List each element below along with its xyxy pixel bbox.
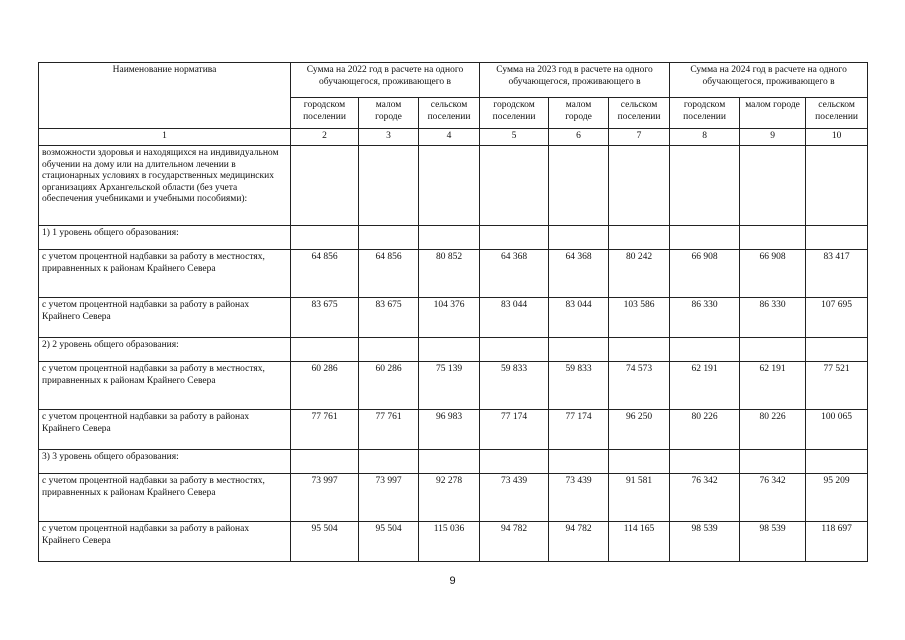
value-cell: 77 174 bbox=[549, 410, 609, 450]
value-cell: 77 521 bbox=[806, 362, 868, 410]
value-cell: 83 675 bbox=[291, 298, 359, 338]
value-cell: 60 286 bbox=[359, 362, 419, 410]
value-cell: 74 573 bbox=[609, 362, 670, 410]
value-cell bbox=[359, 450, 419, 474]
value-cell: 80 852 bbox=[419, 250, 480, 298]
value-cell: 59 833 bbox=[480, 362, 549, 410]
value-cell: 114 165 bbox=[609, 522, 670, 562]
value-cell: 62 191 bbox=[670, 362, 740, 410]
column-number-row bbox=[39, 129, 868, 146]
rural-settlement-header-2023: сельском поселении bbox=[609, 98, 670, 129]
year-2023-header: Сумма на 2023 год в расчете на одного обучающегося, проживающего в bbox=[480, 63, 670, 98]
value-cell bbox=[549, 226, 609, 250]
table-row bbox=[39, 410, 868, 450]
value-cell: 60 286 bbox=[291, 362, 359, 410]
value-cell: 92 278 bbox=[419, 474, 480, 522]
small-town-header-2023: малом городе bbox=[549, 98, 609, 129]
value-cell bbox=[740, 146, 806, 226]
value-cell bbox=[419, 146, 480, 226]
value-cell: 86 330 bbox=[740, 298, 806, 338]
value-cell bbox=[291, 450, 359, 474]
value-cell bbox=[609, 450, 670, 474]
small-town-header-2022: малом городе bbox=[359, 98, 419, 129]
normative-name: с учетом процентной надбавки за работу в местностях, приравненных к районам Крайнего Севера bbox=[39, 474, 291, 522]
value-cell bbox=[359, 226, 419, 250]
normative-name: с учетом процентной надбавки за работу в районах Крайнего Севера bbox=[39, 410, 291, 450]
year-2024-header: Сумма на 2024 год в расчете на одного обучающегося, проживающего в bbox=[670, 63, 868, 98]
value-cell: 91 581 bbox=[609, 474, 670, 522]
column-number: 10 bbox=[806, 129, 868, 146]
value-cell: 76 342 bbox=[740, 474, 806, 522]
value-cell: 96 250 bbox=[609, 410, 670, 450]
table-row bbox=[39, 298, 868, 338]
value-cell: 77 761 bbox=[291, 410, 359, 450]
value-cell: 64 856 bbox=[359, 250, 419, 298]
value-cell: 76 342 bbox=[670, 474, 740, 522]
column-number: 3 bbox=[359, 129, 419, 146]
table-row bbox=[39, 450, 868, 474]
value-cell: 75 139 bbox=[419, 362, 480, 410]
name-column-header: Наименование норматива bbox=[39, 63, 291, 129]
value-cell: 94 782 bbox=[549, 522, 609, 562]
table-row bbox=[39, 226, 868, 250]
value-cell bbox=[480, 146, 549, 226]
value-cell: 118 697 bbox=[806, 522, 868, 562]
table-row bbox=[39, 250, 868, 298]
value-cell: 98 539 bbox=[740, 522, 806, 562]
normatives-table bbox=[38, 62, 868, 562]
value-cell bbox=[291, 226, 359, 250]
value-cell bbox=[670, 338, 740, 362]
value-cell bbox=[740, 450, 806, 474]
header-row-years bbox=[39, 63, 868, 98]
value-cell bbox=[480, 450, 549, 474]
value-cell bbox=[806, 450, 868, 474]
value-cell: 73 439 bbox=[480, 474, 549, 522]
value-cell: 73 439 bbox=[549, 474, 609, 522]
normative-name: 3) 3 уровень общего образования: bbox=[39, 450, 291, 474]
value-cell: 83 044 bbox=[549, 298, 609, 338]
small-town-header-2024: малом городе bbox=[740, 98, 806, 129]
normative-name: с учетом процентной надбавки за работу в местностях, приравненных к районам Крайнего Севера bbox=[39, 250, 291, 298]
value-cell: 107 695 bbox=[806, 298, 868, 338]
value-cell: 66 908 bbox=[740, 250, 806, 298]
column-number: 1 bbox=[39, 129, 291, 146]
value-cell bbox=[806, 146, 868, 226]
normative-name: 1) 1 уровень общего образования: bbox=[39, 226, 291, 250]
column-number: 7 bbox=[609, 129, 670, 146]
normative-name: возможности здоровья и находящихся на индивидуальном обучении на дому или на длительном лечении в стационарных условиях в государственных медицинских организациях Архангельской области (без учета обеспечения учебниками и учебными пособиями): bbox=[39, 146, 291, 226]
rural-settlement-header-2024: сельском поселении bbox=[806, 98, 868, 129]
value-cell bbox=[480, 226, 549, 250]
value-cell: 66 908 bbox=[670, 250, 740, 298]
value-cell: 100 065 bbox=[806, 410, 868, 450]
normative-name: с учетом процентной надбавки за работу в районах Крайнего Севера bbox=[39, 522, 291, 562]
value-cell bbox=[609, 146, 670, 226]
value-cell bbox=[549, 146, 609, 226]
page-number: 9 bbox=[449, 575, 456, 587]
value-cell bbox=[291, 146, 359, 226]
value-cell: 64 856 bbox=[291, 250, 359, 298]
table-row bbox=[39, 522, 868, 562]
rural-settlement-header-2022: сельском поселении bbox=[419, 98, 480, 129]
urban-settlement-header-2024: городском поселении bbox=[670, 98, 740, 129]
value-cell: 98 539 bbox=[670, 522, 740, 562]
normative-name: 2) 2 уровень общего образования: bbox=[39, 338, 291, 362]
value-cell: 104 376 bbox=[419, 298, 480, 338]
table-row bbox=[39, 362, 868, 410]
value-cell bbox=[609, 338, 670, 362]
value-cell: 96 983 bbox=[419, 410, 480, 450]
column-number: 9 bbox=[740, 129, 806, 146]
value-cell bbox=[806, 338, 868, 362]
value-cell bbox=[291, 338, 359, 362]
value-cell bbox=[419, 226, 480, 250]
value-cell: 86 330 bbox=[670, 298, 740, 338]
urban-settlement-header-2023: городском поселении bbox=[480, 98, 549, 129]
value-cell: 95 504 bbox=[359, 522, 419, 562]
value-cell: 73 997 bbox=[359, 474, 419, 522]
value-cell: 83 417 bbox=[806, 250, 868, 298]
table-header bbox=[39, 63, 868, 146]
column-number: 2 bbox=[291, 129, 359, 146]
value-cell bbox=[670, 226, 740, 250]
column-number: 8 bbox=[670, 129, 740, 146]
column-number: 4 bbox=[419, 129, 480, 146]
column-number: 6 bbox=[549, 129, 609, 146]
value-cell bbox=[419, 450, 480, 474]
value-cell: 62 191 bbox=[740, 362, 806, 410]
value-cell bbox=[740, 338, 806, 362]
value-cell: 80 242 bbox=[609, 250, 670, 298]
normative-name: с учетом процентной надбавки за работу в местностях, приравненных к районам Крайнего Севера bbox=[39, 362, 291, 410]
value-cell: 94 782 bbox=[480, 522, 549, 562]
value-cell bbox=[609, 226, 670, 250]
value-cell: 95 209 bbox=[806, 474, 868, 522]
table-body bbox=[39, 146, 868, 562]
value-cell: 95 504 bbox=[291, 522, 359, 562]
value-cell: 83 675 bbox=[359, 298, 419, 338]
value-cell bbox=[549, 338, 609, 362]
year-2022-header: Сумма на 2022 год в расчете на одного обучающегося, проживающего в bbox=[291, 63, 480, 98]
table-row bbox=[39, 338, 868, 362]
value-cell bbox=[670, 146, 740, 226]
value-cell bbox=[419, 338, 480, 362]
value-cell bbox=[359, 338, 419, 362]
value-cell: 77 174 bbox=[480, 410, 549, 450]
normative-name: с учетом процентной надбавки за работу в районах Крайнего Севера bbox=[39, 298, 291, 338]
value-cell bbox=[740, 226, 806, 250]
value-cell: 59 833 bbox=[549, 362, 609, 410]
value-cell bbox=[806, 226, 868, 250]
value-cell: 80 226 bbox=[670, 410, 740, 450]
value-cell: 73 997 bbox=[291, 474, 359, 522]
value-cell bbox=[670, 450, 740, 474]
value-cell: 115 036 bbox=[419, 522, 480, 562]
value-cell bbox=[480, 338, 549, 362]
value-cell: 64 368 bbox=[480, 250, 549, 298]
value-cell: 83 044 bbox=[480, 298, 549, 338]
value-cell: 64 368 bbox=[549, 250, 609, 298]
column-number: 5 bbox=[480, 129, 549, 146]
value-cell: 77 761 bbox=[359, 410, 419, 450]
table-row bbox=[39, 474, 868, 522]
value-cell bbox=[359, 146, 419, 226]
value-cell: 80 226 bbox=[740, 410, 806, 450]
table-row bbox=[39, 146, 868, 226]
value-cell: 103 586 bbox=[609, 298, 670, 338]
urban-settlement-header-2022: городском поселении bbox=[291, 98, 359, 129]
value-cell bbox=[549, 450, 609, 474]
